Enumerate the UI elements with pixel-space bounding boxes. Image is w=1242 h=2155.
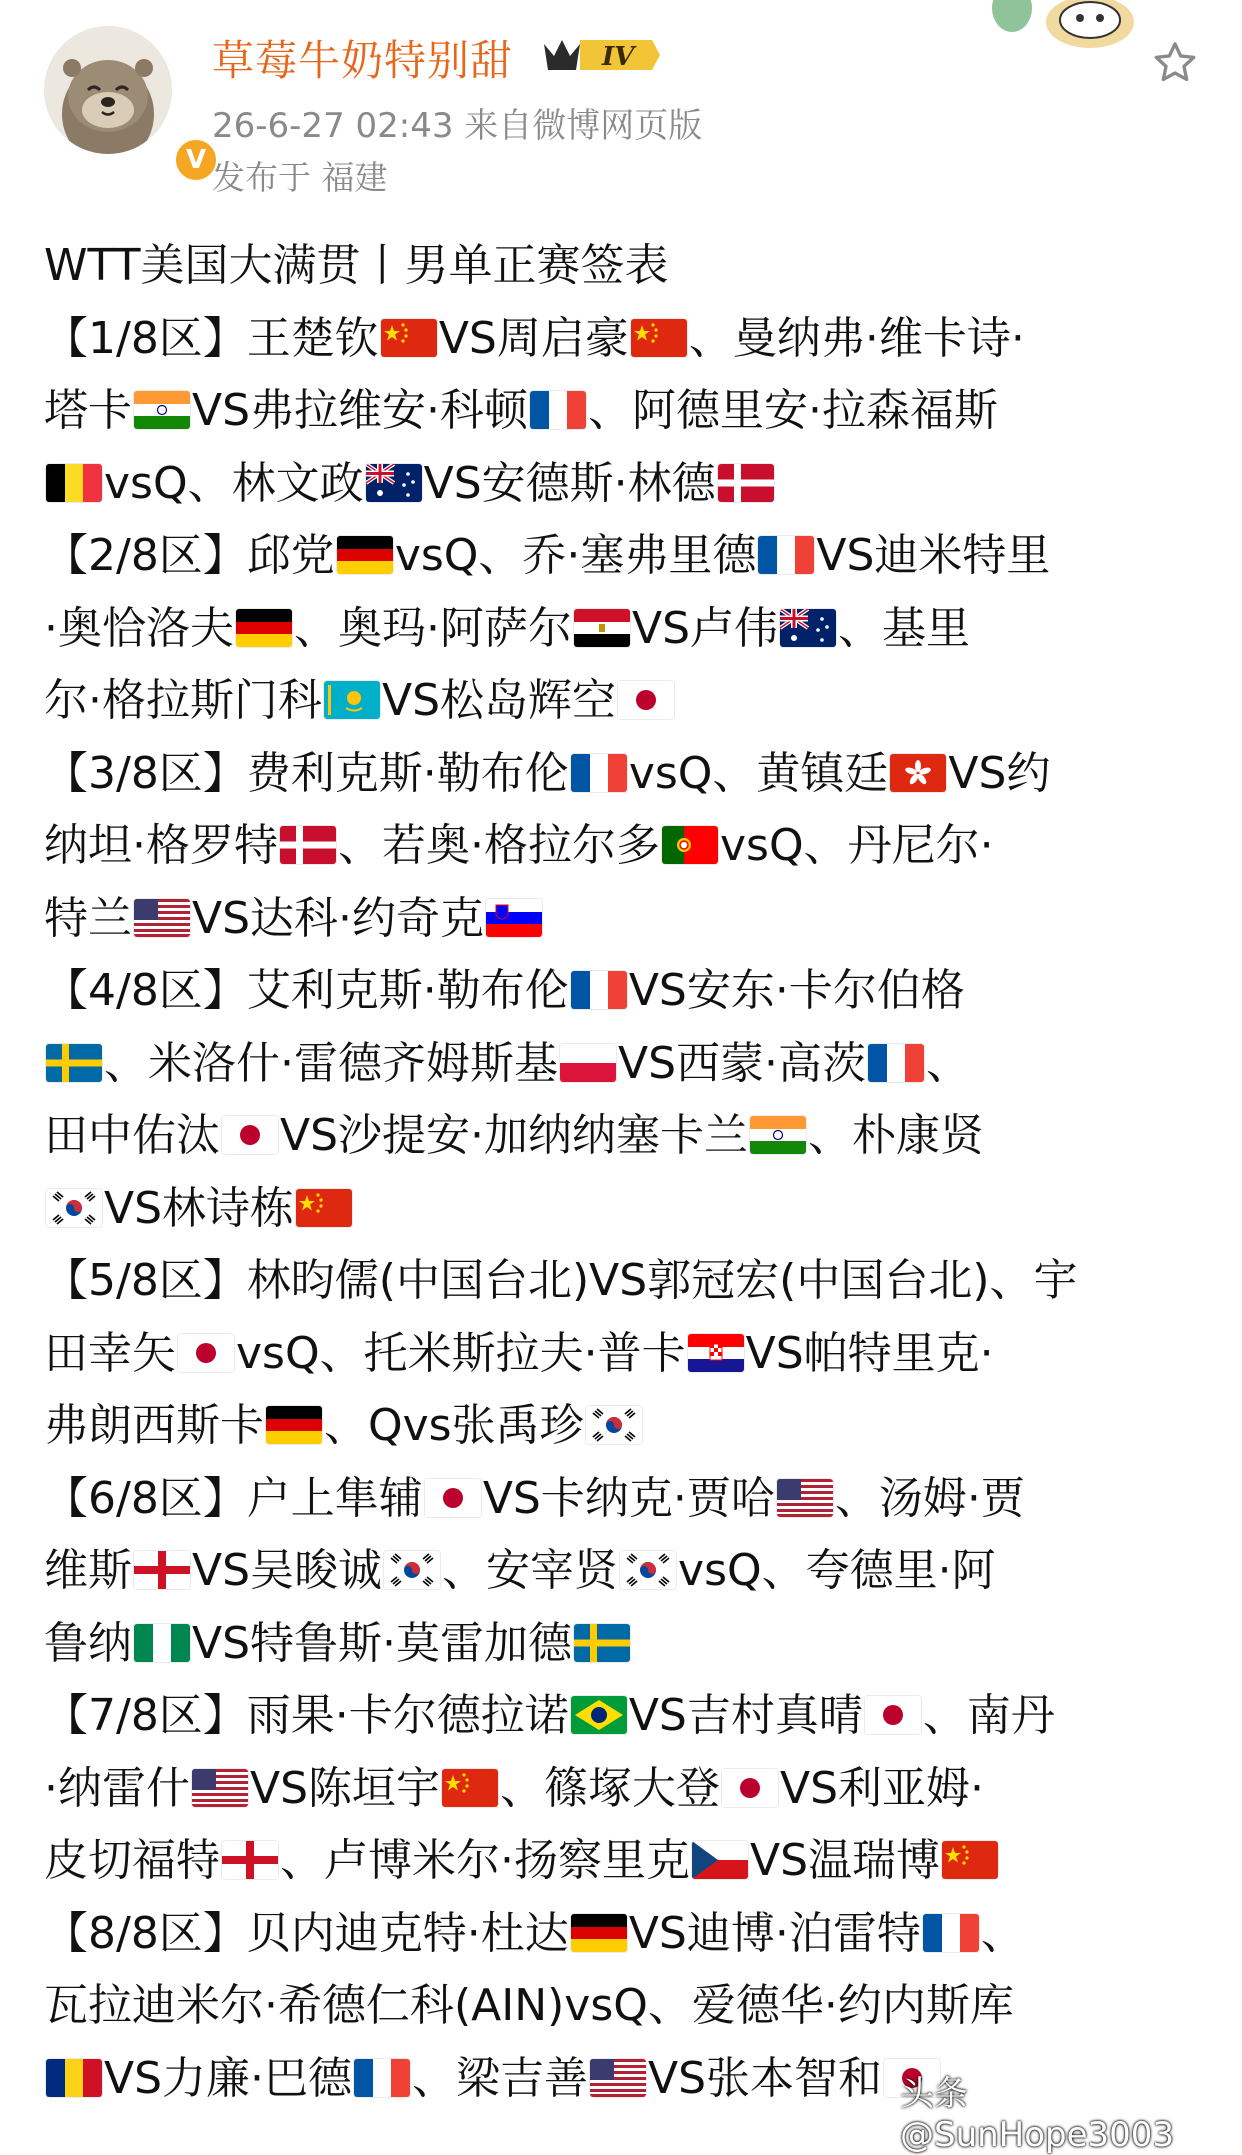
draw-text: 、阿德里安·拉森福斯 [588,385,999,436]
draw-line [44,1970,1204,2043]
draw-text: VS西蒙·高茨 [618,1037,867,1089]
draw-text: 塔卡 [44,385,132,436]
korea-flag-icon [46,1189,102,1227]
china-flag-icon [442,1769,498,1807]
draw-text: VS利亚姆· [780,1762,985,1814]
draw-text: vsQ、林文政 [104,457,364,509]
star-outline-icon[interactable] [1150,38,1200,88]
draw-text: VS卡纳克·贾哈 [482,1472,775,1524]
draw-line [44,1825,1204,1898]
draw-text: vsQ、黄镇廷 [628,747,889,799]
japan-flag-icon [618,681,674,719]
draw-text: 尔·格拉斯门科 [44,675,322,726]
draw-text: 【5/8区】林昀儒(中国台北)VS郭冠宏(中国台北)、宇 [44,1255,1078,1306]
draw-line [44,665,1204,738]
draw-text: VS周启豪 [438,312,629,364]
belgium-flag-icon [46,464,102,502]
egypt-flag-icon [574,609,630,647]
post-header [0,0,1242,210]
draw-line [44,375,1204,448]
draw-line [44,1608,1204,1681]
china-flag-icon [631,319,687,357]
draw-text: 维斯 [44,1545,132,1596]
avatar[interactable] [44,26,207,175]
draw-line [44,1173,1204,1246]
draw-text: 、朴康贤 [808,1110,985,1161]
draw-text: VS帕特里克· [745,1327,994,1379]
korea-flag-icon [620,1551,676,1589]
usa-flag-icon [777,1479,833,1517]
sticker-icon [990,0,1140,60]
draw-line [44,1100,1204,1173]
france-flag-icon [868,1044,924,1082]
draw-text: ·奥恰洛夫 [44,602,234,654]
draw-line [44,810,1204,883]
czech-flag-icon [692,1841,748,1879]
draw-text: VS卢伟 [632,602,779,654]
draw-text: 皮切福特 [44,1835,220,1886]
draw-text: VS陈垣宇 [250,1762,441,1814]
draw-text: 鲁纳 [44,1617,132,1669]
draw-text: 、卢博米尔·扬察里克 [280,1835,690,1886]
india-flag-icon [750,1116,806,1154]
draw-text: 【7/8区】雨果·卡尔德拉诺 [44,1690,569,1741]
draw-text: 特兰 [44,892,132,944]
draw-text: 、安宰贤 [442,1545,619,1596]
australia-flag-icon [780,609,836,647]
draw-line [44,738,1204,811]
draw-text: VS特鲁斯·莫雷加德 [192,1617,573,1669]
korea-flag-icon [586,1406,642,1444]
japan-flag-icon [722,1769,778,1807]
germany-flag-icon [337,536,393,574]
draw-text: VS沙提安·加纳纳塞卡兰 [280,1110,749,1161]
draw-text: 、曼纳弗·维卡诗· [688,312,1025,364]
draw-text: 、米洛什·雷德齐姆斯基 [104,1037,558,1089]
draw-text: 、 [926,1037,971,1089]
draw-text: VS温瑞博 [750,1835,941,1886]
draw-text: VS张本智和 [648,2052,883,2104]
germany-flag-icon [266,1406,322,1444]
draw-text: VS吴晙诚 [192,1545,383,1596]
draw-text: 【2/8区】邱党 [44,530,335,581]
england-flag-icon [222,1841,278,1879]
crown-icon[interactable] [540,30,660,80]
usa-flag-icon [590,2059,646,2097]
draw-line [44,520,1204,593]
draw-text: 【3/8区】费利克斯·勒布伦 [44,747,569,799]
draw-text: 、基里 [838,602,971,654]
post-location: 发布于 福建 [212,158,388,197]
draw-line [44,1535,1204,1608]
post-title: WTT美国大满贯丨男单正赛签表 [44,240,669,291]
draw-text: 、汤姆·贾 [834,1472,1025,1524]
draw-text: 、Qvs张禹珍 [324,1400,584,1451]
draw-text: VS力廉·巴德 [104,2052,353,2104]
draw-text: VS林诗栋 [104,1182,295,1234]
japan-flag-icon [425,1479,481,1517]
sweden-flag-icon [574,1624,630,1662]
verified-badge: V [172,136,220,184]
draw-text: vsQ、丹尼尔· [720,820,994,871]
draw-text: 、奥玛·阿萨尔 [294,602,572,654]
korea-flag-icon [384,1551,440,1589]
australia-flag-icon [366,464,422,502]
draw-line [44,1753,1204,1826]
draw-text: VS松岛辉空 [382,675,617,726]
draw-text: VS约 [948,747,1051,799]
draw-text: 纳坦·格罗特 [44,820,278,871]
brazil-flag-icon [571,1696,627,1734]
france-flag-icon [758,536,814,574]
draw-text: vsQ、乔·塞弗里德 [394,530,757,581]
draw-text: VS迪博·泊雷特 [628,1907,921,1959]
england-flag-icon [134,1551,190,1589]
draw-line [44,1318,1204,1391]
draw-text: 田幸矢 [44,1327,176,1379]
japan-flag-icon [178,1334,234,1372]
draw-text: ·纳雷什 [44,1762,190,1814]
draw-line [44,303,1204,376]
sweden-flag-icon [46,1044,102,1082]
draw-line [44,1898,1204,1971]
draw-text: 【8/8区】贝内迪克特·杜达 [44,1907,569,1959]
draw-text: VS吉村真晴 [628,1690,863,1741]
draw-text: 弗朗西斯卡 [44,1400,264,1451]
denmark-flag-icon [718,464,774,502]
draw-text: VS迪米特里 [816,530,1051,581]
usa-flag-icon [134,899,190,937]
croatia-flag-icon [688,1334,744,1372]
france-flag-icon [923,1914,979,1952]
draw-text: VS安东·卡尔伯格 [628,965,965,1016]
draw-text: VS弗拉维安·科顿 [192,385,529,436]
draw-text: 瓦拉迪米尔·希德仁科(AIN)vsQ、爱德华·约内斯库 [44,1980,1014,2031]
username[interactable]: 草莓牛奶特别甜 [212,36,514,85]
draw-line [44,1390,1204,1463]
draw-text: 【6/8区】户上隼辅 [44,1472,423,1524]
hong-kong-flag-icon [890,754,946,792]
draw-text: vsQ、夸德里·阿 [678,1545,996,1596]
watermark: 头条 @SunHope3003 [900,2074,1175,2155]
france-flag-icon [571,971,627,1009]
france-flag-icon [354,2059,410,2097]
post-content [44,230,1204,2115]
japan-flag-icon [865,1696,921,1734]
draw-text: VS安德斯·林德 [423,457,716,509]
france-flag-icon [530,391,586,429]
level-badge-label: IV [602,42,635,72]
draw-text: 、篠塚大登 [500,1762,721,1814]
germany-flag-icon [236,609,292,647]
draw-line [44,593,1204,666]
draw-line [44,1680,1204,1753]
draw-text: 田中佑汰 [44,1110,220,1161]
otter-avatar-icon [44,26,172,154]
usa-flag-icon [192,1769,248,1807]
draw-text: 、梁吉善 [412,2052,589,2104]
portugal-flag-icon [662,826,718,864]
kazakhstan-flag-icon [324,681,380,719]
nigeria-flag-icon [134,1624,190,1662]
draw-line [44,955,1204,1028]
poland-flag-icon [560,1044,616,1082]
draw-text: 【1/8区】王楚钦 [44,312,379,364]
france-flag-icon [571,754,627,792]
china-flag-icon [942,1841,998,1879]
india-flag-icon [134,391,190,429]
draw-line [44,448,1204,521]
draw-line [44,1245,1204,1318]
draw-text: 、南丹 [922,1690,1055,1741]
draw-text: 、 [980,1907,1025,1959]
draw-line [44,1463,1204,1536]
draw-text: VS达科·约奇克 [192,892,485,944]
germany-flag-icon [571,1914,627,1952]
draw-line [44,883,1204,956]
post-meta: 26-6-27 02:43 来自微博网页版 [212,106,703,146]
slovenia-flag-icon [486,899,542,937]
china-flag-icon [381,319,437,357]
denmark-flag-icon [280,826,336,864]
draw-line [44,1028,1204,1101]
japan-flag-icon [222,1116,278,1154]
china-flag-icon [296,1189,352,1227]
romania-flag-icon [46,2059,102,2097]
draw-text: 【4/8区】艾利克斯·勒布伦 [44,965,569,1016]
draw-text: vsQ、托米斯拉夫·普卡 [236,1327,686,1379]
draw-text: 、若奥·格拉尔多 [338,820,660,871]
